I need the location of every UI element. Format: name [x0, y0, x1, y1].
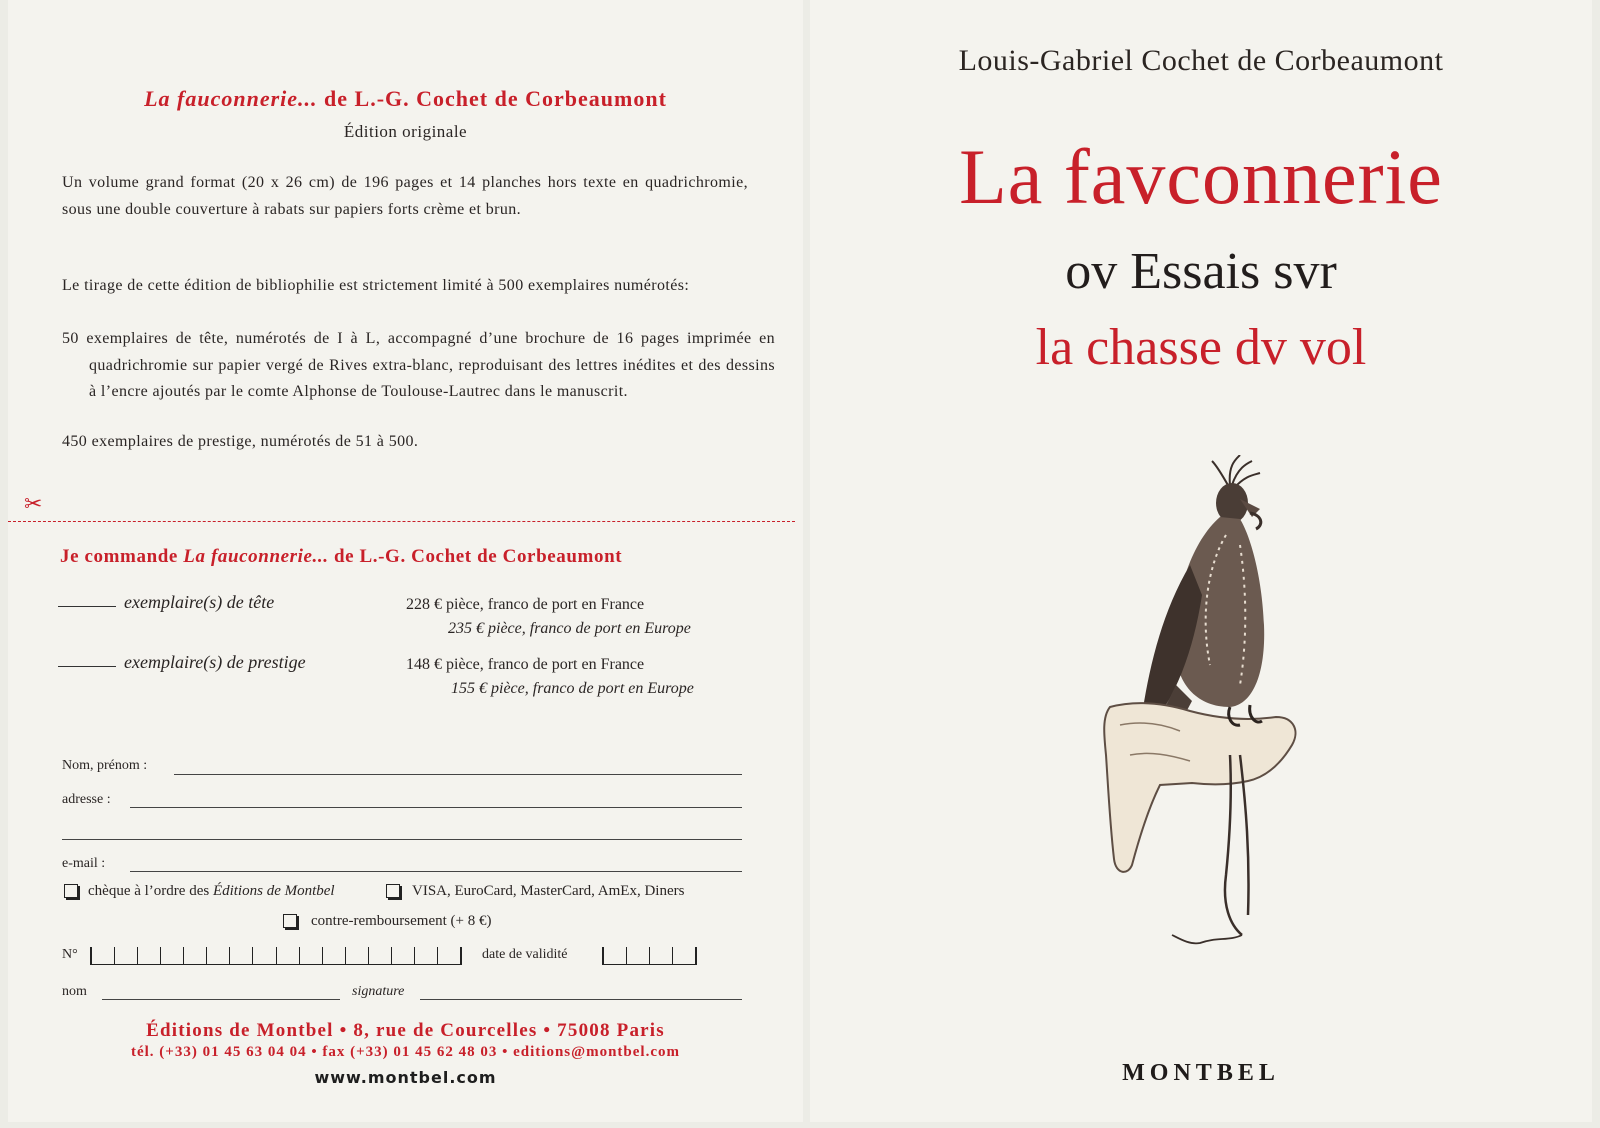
order-form-page	[8, 0, 803, 1122]
cod-checkbox[interactable]	[283, 914, 297, 928]
scissors-icon: ✂	[24, 492, 43, 517]
price-tete-europe: 235 € pièce, franco de port en Europe	[448, 620, 691, 637]
address-field[interactable]	[130, 807, 742, 808]
falcon-illustration	[1080, 455, 1340, 945]
print-run-intro: Le tirage de cette édition de bibliophilie est strictement limité à 500 exemplaires numérotés:	[62, 277, 690, 294]
price-tete-france: 228 € pièce, franco de port en France	[406, 596, 645, 613]
edition-subtitle: Édition originale	[343, 122, 468, 141]
signature-field[interactable]	[420, 999, 742, 1000]
validity-field[interactable]	[602, 947, 697, 965]
holder-name-label: nom	[62, 984, 87, 999]
signature-label: signature	[352, 984, 405, 999]
book-title: La favconnerie	[959, 133, 1443, 220]
qty-prestige-label: exemplaire(s) de prestige	[124, 652, 306, 672]
address-label: adresse :	[62, 792, 111, 807]
name-label: Nom, prénom :	[62, 758, 148, 773]
card-number-label: N°	[62, 947, 78, 962]
email-field[interactable]	[130, 871, 742, 872]
address-field-line2[interactable]	[62, 839, 742, 840]
prestige-copies-description: 450 exemplaires de prestige, numérotés de 51 à 500.	[62, 433, 419, 450]
publisher-name: MONTBEL	[1122, 1060, 1280, 1086]
publisher-website[interactable]: www.montbel.com	[314, 1068, 497, 1087]
qty-prestige-input[interactable]	[58, 666, 116, 667]
holder-name-field[interactable]	[102, 999, 340, 1000]
publisher-address: Éditions de Montbel • 8, rue de Courcelles • 75008 Paris	[146, 1020, 665, 1041]
book-subtitle-line1: ov Essais svr	[1065, 243, 1337, 300]
cheque-checkbox[interactable]	[64, 884, 78, 898]
email-label: e-mail :	[62, 856, 106, 871]
volume-description: Un volume grand format (20 x 26 cm) de 196 pages et 14 planches hors texte en quadrichromie, sous une double couverture à rabats sur papiers forts crème et brun.	[62, 174, 748, 218]
book-subtitle-line2: la chasse dv vol	[1035, 319, 1367, 376]
order-form-title: Je commande La fauconnerie... de L.-G. Cochet de Corbeaumont	[60, 546, 623, 567]
cover-page	[810, 0, 1592, 1122]
cut-line	[8, 521, 795, 522]
qty-tete-input[interactable]	[58, 606, 116, 607]
cheque-label: chèque à l’ordre des Éditions de Montbel	[88, 883, 335, 899]
price-prestige-europe: 155 € pièce, franco de port en Europe	[451, 680, 694, 697]
cod-label: contre-remboursement (+ 8 €)	[311, 913, 492, 929]
qty-tete-label: exemplaire(s) de tête	[124, 592, 275, 612]
publisher-contact: tél. (+33) 01 45 63 04 04 • fax (+33) 01 45 62 48 03 • editions@montbel.com	[130, 1044, 680, 1060]
cards-label: VISA, EuroCard, MasterCard, AmEx, Diners	[412, 883, 685, 899]
card-number-field[interactable]	[90, 947, 462, 965]
price-prestige-france: 148 € pièce, franco de port en France	[406, 656, 645, 673]
author-name: Louis-Gabriel Cochet de Corbeaumont	[958, 44, 1444, 77]
validity-label: date de validité	[482, 947, 568, 962]
name-field[interactable]	[174, 774, 742, 775]
order-heading: La fauconnerie... de L.-G. Cochet de Corbeaumont	[144, 86, 667, 111]
cards-checkbox[interactable]	[386, 884, 400, 898]
tete-copies-description: 50 exemplaires de tête, numérotés de I à L, accompagné d’une brochure de 16 pages imprimée en quadrichromie sur papier vergé de Rives extra-blanc, reproduisant des lettres inédites et des dessins à l’encre ajoutés par le comte Alphonse de Toulouse-Lautrec dans le manuscrit.	[62, 330, 775, 400]
